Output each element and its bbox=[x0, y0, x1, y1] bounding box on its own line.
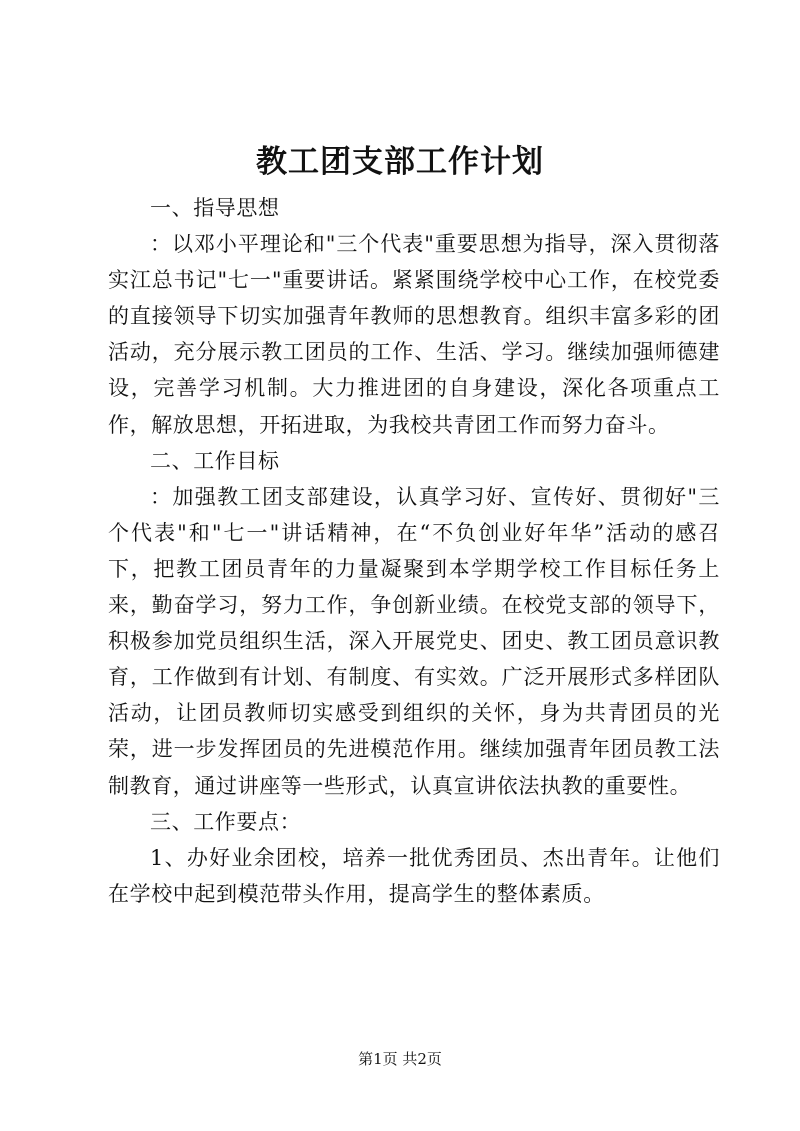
page-number-footer: 第1页 共2页 bbox=[358, 1050, 442, 1068]
section-heading-guiding-thought: 一、指导思想 bbox=[150, 196, 280, 220]
document-title: 教工团支部工作计划 bbox=[256, 144, 544, 180]
paragraph-work-point-1: 1、办好业余团校，培养一批优秀团员、杰出青年。让他们在学校中起到模范带头作用，提高学生的整体素质。 bbox=[108, 845, 720, 906]
paragraph-guiding-thought: ：以邓小平理论和"三个代表"重要思想为指导，深入贯彻落实江总书记"七一"重要讲话。紧紧围绕学校中心工作，在校党委的直接领导下切实加强青年教师的思想教育。组织丰富多彩的团活动，充分展示教工团员的工作、生活、学习。继续加强师德建设，完善学习机制。大力推进团的自身建设，深化各项重点工作，解放思想，开拓进取，为我校共青团工作而努力奋斗。 bbox=[108, 232, 720, 437]
document-body bbox=[108, 190, 720, 912]
section-heading-work-goals: 二、工作目标 bbox=[150, 448, 280, 473]
section-heading-work-points: 三、工作要点： bbox=[150, 809, 302, 834]
paragraph-work-goals: ：加强教工团支部建设，认真学习好、宣传好、贯彻好"三个代表"和"七一"讲话精神，在“不负创业好年华”活动的感召下，把教工团员青年的力量凝聚到本学期学校工作目标任务上来，勤奋学习，努力工作，争创新业绩。在校党支部的领导下，积极参加党员组织生活，深入开展党史、团史、教工团员意识教育，工作做到有计划、有制度、有实效。广泛开展形式多样团队活动，让团员教师切实感受到组织的关怀，身为共青团员的光荣，进一步发挥团员的先进模范作用。继续加强青年团员教工法制教育，通过讲座等一些形式，认真宣讲依法执教的重要性。 bbox=[108, 484, 720, 798]
